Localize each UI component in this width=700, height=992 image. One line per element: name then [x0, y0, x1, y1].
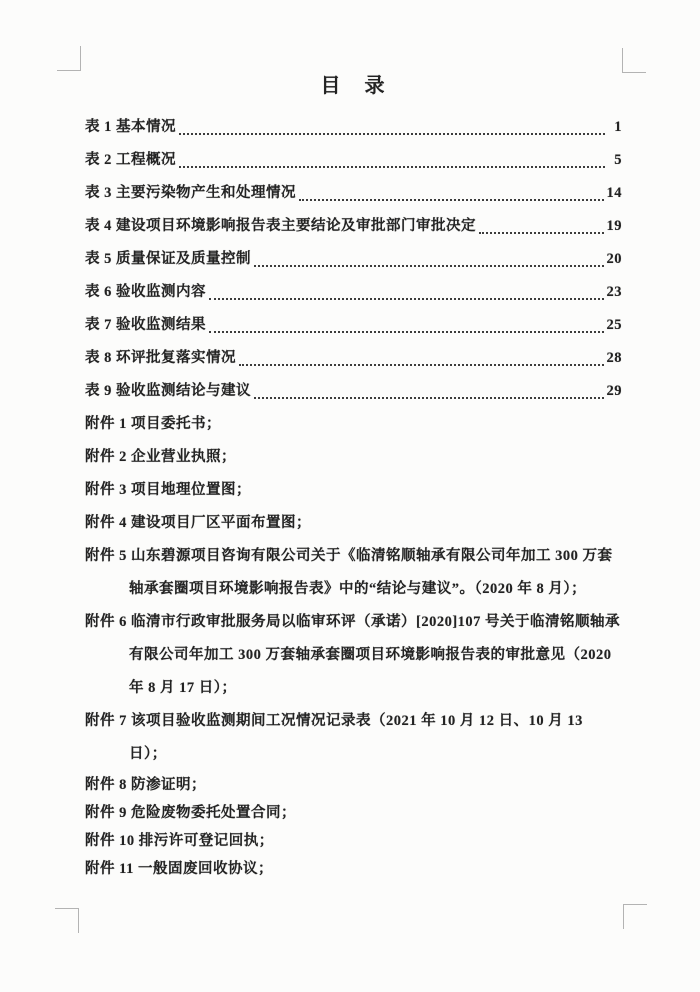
toc-entry — [85, 342, 622, 375]
toc-page-number: 28 — [606, 350, 622, 366]
toc-list — [85, 111, 622, 408]
page-title: 目 录 — [320, 75, 387, 97]
dot-leader — [254, 375, 604, 399]
dot-leader — [254, 243, 604, 267]
toc-entry — [85, 375, 622, 408]
toc-entry-label: 表 5 质量保证及质量控制 — [85, 251, 251, 267]
dot-leader — [179, 144, 605, 168]
crop-mark-top-left — [57, 46, 81, 71]
dot-leader — [209, 276, 604, 300]
attachment-item: 附件 3 项目地理位置图； — [85, 482, 251, 498]
toc-entry-label: 表 9 验收监测结论与建议 — [85, 383, 251, 399]
toc-entry — [85, 177, 622, 210]
toc-page-number: 29 — [606, 383, 622, 399]
toc-entry-label: 表 4 建设项目环境影响报告表主要结论及审批部门审批决定 — [85, 218, 476, 234]
toc-entry — [85, 309, 622, 342]
attachment-item: 附件 5 山东碧源项目咨询有限公司关于《临清铭顺轴承有限公司年加工 300 万套轴承套圈项目环境影响报告表》中的“结论与建议”。（2020 年 8 月）； — [85, 548, 613, 597]
attachment-item: 附件 10 排污许可登记回执； — [85, 833, 274, 849]
toc-entry — [85, 243, 622, 276]
toc-page-number: 1 — [614, 119, 622, 135]
toc-entry — [85, 111, 622, 144]
crop-mark-bottom-right — [623, 904, 647, 929]
toc-entry-label: 表 8 环评批复落实情况 — [85, 350, 236, 366]
attachment-item: 附件 1 项目委托书； — [85, 416, 221, 432]
page-content — [85, 73, 622, 883]
attachment-item: 附件 6 临清市行政审批服务局以临审环评（承诺）[2020]107 号关于临清铭顺轴承有限公司年加工 300 万套轴承套圈项目环境影响报告表的审批意见（2020 年 8 月 17 日）； — [85, 614, 621, 696]
dot-leader — [209, 309, 604, 333]
toc-entry-label: 表 3 主要污染物产生和处理情况 — [85, 185, 296, 201]
dot-leader — [479, 210, 604, 234]
toc-entry-label: 表 2 工程概况 — [85, 152, 176, 168]
toc-page-number: 19 — [606, 218, 622, 234]
attachment-list — [85, 408, 622, 883]
dot-leader — [179, 111, 605, 135]
toc-entry-label: 表 6 验收监测内容 — [85, 284, 206, 300]
toc-page-number: 5 — [614, 152, 622, 168]
attachment-item: 附件 11 一般固废回收协议； — [85, 861, 273, 877]
toc-page-number: 20 — [606, 251, 622, 267]
toc-page-number: 25 — [606, 317, 622, 333]
crop-mark-top-right — [622, 48, 646, 73]
crop-mark-bottom-left — [55, 908, 79, 933]
toc-entry-label: 表 7 验收监测结果 — [85, 317, 206, 333]
toc-page-number: 14 — [606, 185, 622, 201]
attachment-item: 附件 4 建设项目厂区平面布置图； — [85, 515, 311, 531]
attachment-item: 附件 9 危险废物委托处置合同； — [85, 805, 296, 821]
attachment-item: 附件 2 企业营业执照； — [85, 449, 236, 465]
toc-entry-label: 表 1 基本情况 — [85, 119, 176, 135]
toc-page-number: 23 — [606, 284, 622, 300]
toc-entry — [85, 276, 622, 309]
toc-entry — [85, 144, 622, 177]
dot-leader — [239, 342, 604, 366]
dot-leader — [299, 177, 604, 201]
attachment-item: 附件 7 该项目验收监测期间工况情况记录表（2021 年 10 月 12 日、10 月 13 日）； — [85, 713, 583, 762]
toc-entry — [85, 210, 622, 243]
attachment-item: 附件 8 防渗证明； — [85, 777, 206, 793]
